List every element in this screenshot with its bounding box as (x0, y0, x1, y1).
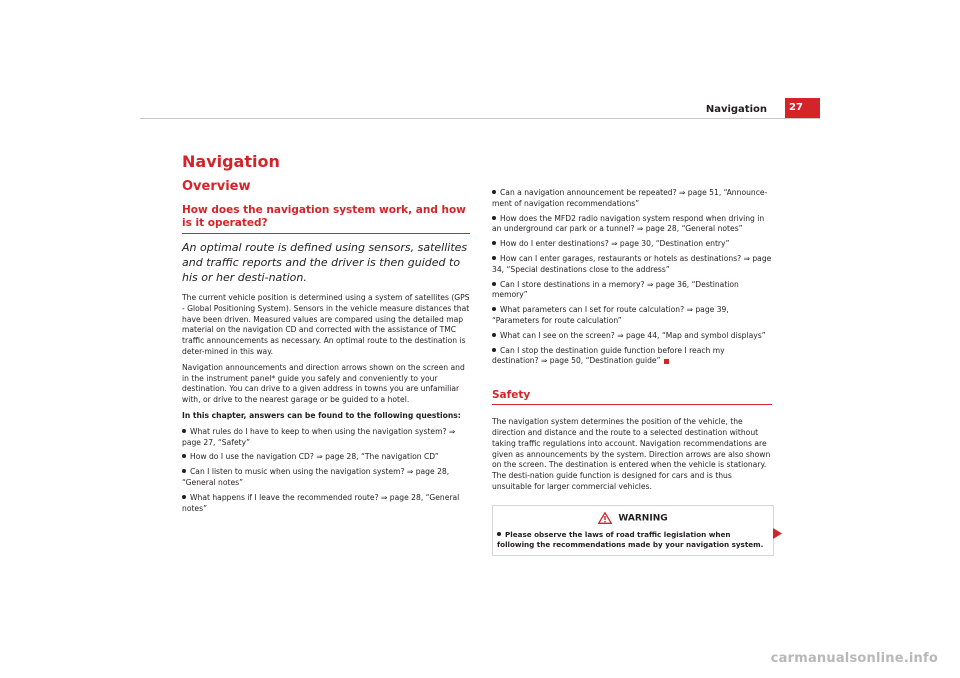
list-item (182, 493, 470, 515)
list-item (492, 331, 772, 342)
bullet-icon (492, 256, 496, 260)
page-number: 27 (785, 98, 820, 118)
bullet-icon (492, 190, 496, 194)
question-link[interactable]: What can I see on the screen? ⇒ page 44, “Map and symbol displays” (500, 330, 766, 340)
list-item (492, 346, 772, 368)
right-column (492, 188, 772, 556)
list-item (182, 427, 470, 449)
paragraph-1: The current vehicle position is determined using a system of satellites (GPS - Global Positioning System). Sensors in the vehicle measure distances that have been driven. Measured values are compared using the detailed map material on the navigation CD and corrected with the assistance of TMC traffic announcements as necessary. An optimal route to the destination is deter-mined in this way. (182, 293, 470, 356)
list-item (492, 254, 772, 276)
question-link[interactable]: What rules do I have to keep to when using the navigation system? ⇒ page 27, “Safety” (182, 426, 456, 447)
next-page-arrow-icon[interactable] (773, 528, 782, 539)
question-link[interactable]: Can I store destinations in a memory? ⇒ page 36, “Destination memory” (492, 279, 739, 300)
bullet-icon (182, 495, 186, 499)
question-link[interactable]: What parameters can I set for route calculation? ⇒ page 39, “Parameters for route calculation” (492, 305, 729, 325)
question-link[interactable]: Can a navigation announcement be repeated? ⇒ page 51, “Announce-ment of navigation recommendations” (492, 188, 768, 208)
question-link[interactable]: How do I use the navigation CD? ⇒ page 28, “The navigation CD” (190, 452, 439, 462)
warning-text: Please observe the laws of road traffic legislation when following the recommendations made by your navigation system. (497, 529, 764, 550)
watermark: carmanualsonline.info (770, 651, 938, 666)
question-link[interactable]: Can I listen to music when using the navigation system? ⇒ page 28, “General notes” (182, 467, 450, 487)
question-link[interactable]: What happens if I leave the recommended route? ⇒ page 28, “General notes” (182, 492, 460, 513)
bullet-icon (182, 469, 186, 473)
bullet-icon (492, 307, 496, 311)
list-item (492, 305, 772, 327)
right-question-list (492, 188, 772, 367)
safety-paragraph: The navigation system determines the position of the vehicle, the direction and distance and the route to a selected destination without taking traffic regulations into account. Navigation recommendations are given as announcements by the system. Direction arrows are also shown on the screen. The destination is entered when the vehicle is stationary. The desti-nation guide function is designed for cars and is thus unsuitable for larger commercial vehicles. (492, 417, 771, 491)
list-item (492, 214, 772, 236)
list-item (492, 188, 772, 210)
bullet-icon (182, 454, 186, 458)
bullet-icon (497, 532, 501, 536)
running-header: Navigation (705, 104, 767, 115)
chapter-title: Navigation (182, 152, 280, 171)
left-column (182, 152, 470, 518)
bullet-icon (492, 348, 496, 352)
bullet-icon (182, 429, 186, 433)
paragraph-2: Navigation announcements and direction arrows shown on the screen and in the instrument panel* guide you safely and conveniently to your destination. You can drive to a given address in towns you are unfamiliar with, or drive to the nearest garage or be guided to a hotel. (182, 362, 465, 405)
bullet-icon (492, 216, 496, 220)
warning-triangle-icon (598, 512, 612, 524)
questions-heading: In this chapter, answers can be found to the following questions: (182, 410, 461, 420)
subsection-title: How does the navigation system work, and how is it operated? (182, 204, 470, 234)
left-question-list (182, 427, 470, 515)
warning-text-row (497, 530, 769, 551)
section-title: Overview (182, 179, 251, 194)
list-item (182, 467, 470, 489)
list-item (492, 280, 772, 302)
warning-box (492, 505, 774, 556)
bullet-icon (492, 282, 496, 286)
bullet-icon (492, 241, 496, 245)
header-rule (140, 118, 820, 119)
question-link[interactable]: How do I enter destinations? ⇒ page 30, “Destination entry” (500, 239, 730, 249)
end-of-section-icon (664, 359, 669, 364)
bullet-icon (492, 333, 496, 337)
question-link[interactable]: How can I enter garages, restaurants or hotels as destinations? ⇒ page 34, “Special destinations close to the address” (492, 253, 772, 274)
intro-text: An optimal route is defined using sensors, satellites and traffic reports and the driver is then guided to his or her desti-nation. (182, 241, 468, 284)
question-link[interactable]: How does the MFD2 radio navigation system respond when driving in an underground car park or a tunnel? ⇒ page 28, “General notes” (492, 213, 765, 234)
safety-heading: Safety (492, 389, 772, 405)
question-link[interactable]: Can I stop the destination guide function before I reach my destination? ⇒ page 50, “Destination guide” (492, 345, 725, 366)
list-item (182, 452, 470, 463)
warning-header (497, 512, 769, 524)
list-item (492, 239, 772, 250)
warning-title: WARNING (618, 513, 668, 524)
